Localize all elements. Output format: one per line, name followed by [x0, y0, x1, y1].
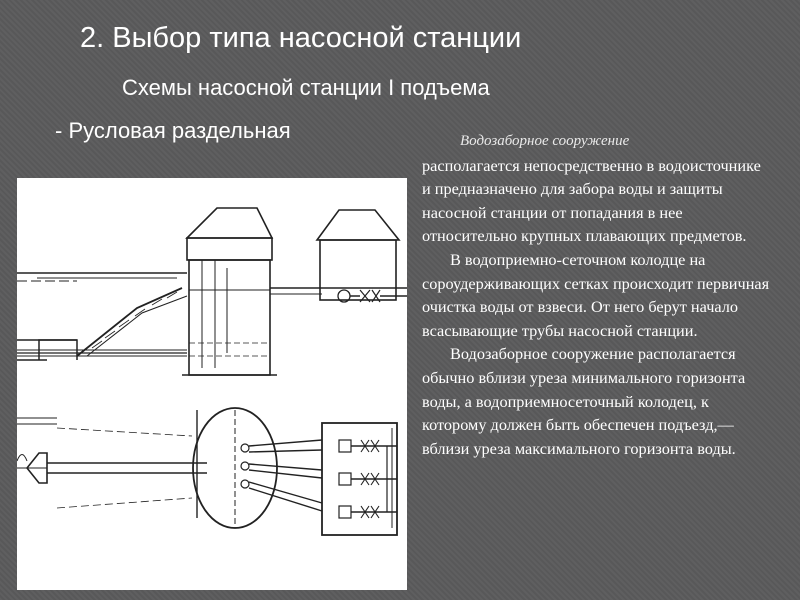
para3-text: Водозаборное сооружение располагается обычно вблизи уреза минимального горизонта воды, а водоприемносеточный колодец, к которому должен быть обеспечен подъезд,— вблизи уреза максимального горизонта воды. [422, 344, 746, 458]
station-type-label: - Русловая раздельная [55, 118, 291, 143]
well-house-roof [187, 208, 272, 238]
para1-first-line: Водозаборное сооружение [460, 133, 630, 149]
para2-text: В водоприемно-сеточном колодце на сороудерживающих сетках происходит первичная очистка воды от взвеси. От него берут начало всасывающие трубы насосной станции. [422, 249, 770, 340]
slide-title: 2. Выбор типа насосной станции [80, 22, 522, 54]
slide-subtitle: Схемы насосной станции I подъема [122, 75, 490, 100]
screen-well [189, 260, 270, 375]
pump-unit-1 [339, 440, 397, 452]
para1-text: располагается непосредственно в водоисточнике и предназначено для забора воды и защиты насосной станции от попадания в нее относительно крупных плавающих предметов. [422, 155, 761, 246]
description-text [422, 130, 772, 460]
pump-house [320, 240, 396, 300]
embankment-slope [77, 288, 182, 356]
pump-station-diagram [17, 178, 407, 590]
pump-unit-2 [339, 473, 397, 485]
pump-house-roof [317, 210, 399, 240]
pump-unit-3 [339, 506, 397, 518]
diagram-svg [17, 178, 407, 590]
